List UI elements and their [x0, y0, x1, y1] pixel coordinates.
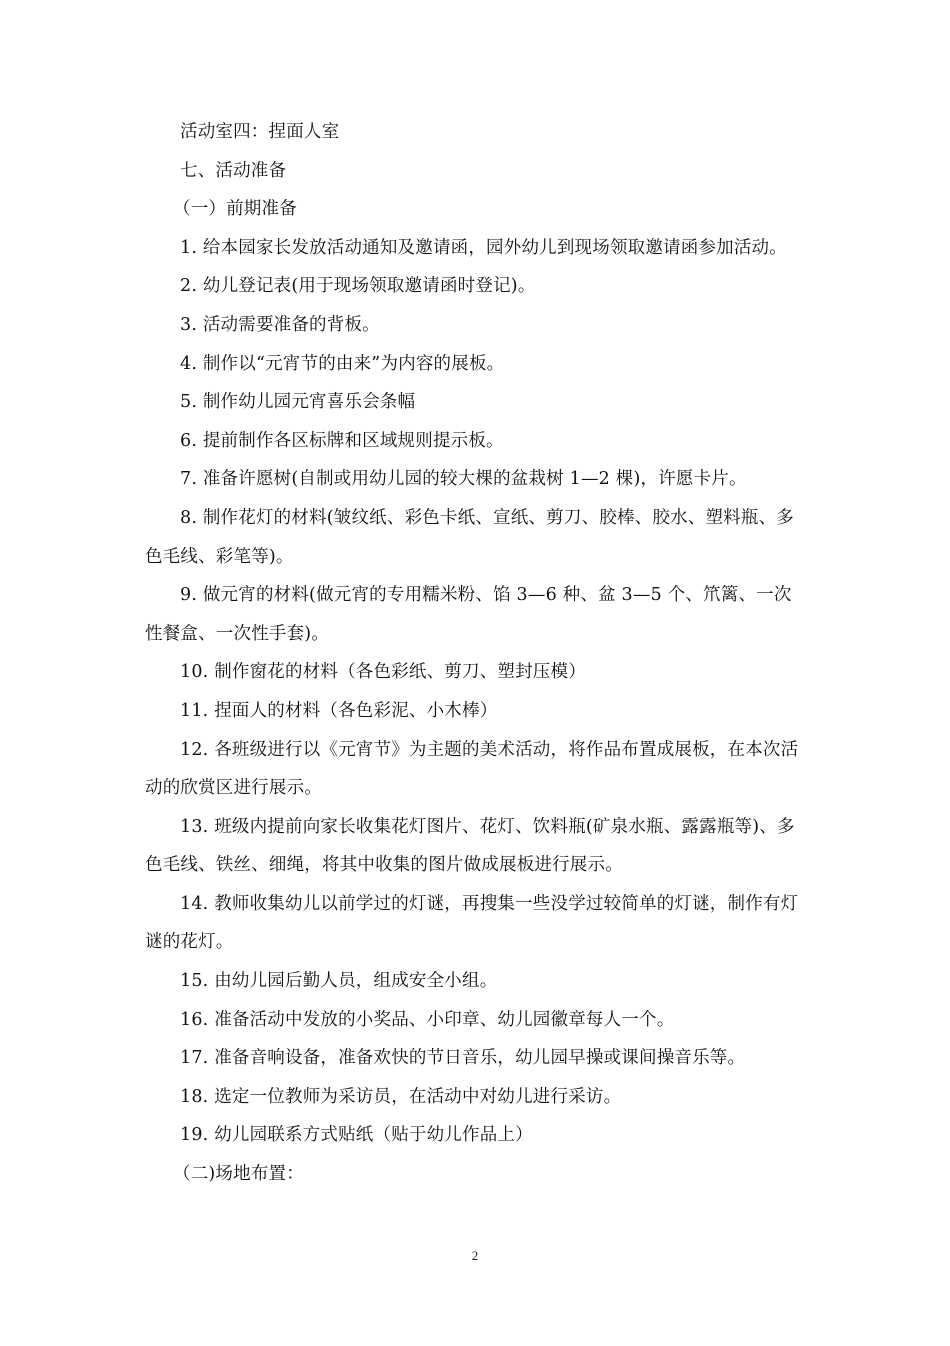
list-item-8: 8. 制作花灯的材料(皱纹纸、彩色卡纸、宣纸、剪刀、胶棒、胶水、塑料瓶、多色毛线、彩笔等)。	[145, 507, 794, 567]
document-body	[145, 113, 805, 1194]
list-item-9: 9. 做元宵的材料(做元宵的专用糯米粉、馅 3—6 种、盆 3—5 个、笊篱、一次性餐盒、一次性手套)。	[145, 585, 792, 644]
list-item-16: 16. 准备活动中发放的小奖品、小印章、幼儿园徽章每人一个。	[180, 1009, 675, 1030]
list-item-19: 19. 幼儿园联系方式贴纸（贴于幼儿作品上）	[180, 1125, 533, 1146]
list-item-1: 1. 给本园家长发放活动通知及邀请函，园外幼儿到现场领取邀请函参加活动。	[180, 237, 787, 258]
subsection-heading-early-prep: （一）前期准备	[173, 199, 297, 220]
list-item-13: 13. 班级内提前向家长收集花灯图片、花灯、饮料瓶(矿泉水瓶、露露瓶等)、多色毛线、铁丝、细绳，将其中收集的图片做成展板进行展示。	[145, 816, 795, 876]
paragraph-activity-room-4: 活动室四：捏面人室	[180, 122, 340, 142]
list-item-15: 15. 由幼儿园后勤人员，组成安全小组。	[180, 971, 498, 992]
list-item-3: 3. 活动需要准备的背板。	[180, 314, 380, 335]
list-item-11: 11. 捏面人的材料（各色彩泥、小木棒）	[180, 700, 498, 721]
list-item-5: 5. 制作幼儿园元宵喜乐会条幅	[180, 392, 416, 413]
list-item-18: 18. 选定一位教师为采访员，在活动中对幼儿进行采访。	[180, 1086, 622, 1107]
list-item-10: 10. 制作窗花的材料（各色彩纸、剪刀、塑封压模）	[180, 662, 586, 683]
list-item-4: 4. 制作以“元宵节的由来”为内容的展板。	[180, 353, 505, 374]
list-item-7: 7. 准备许愿树(自制或用幼儿园的较大棵的盆栽树 1—2 棵)，许愿卡片。	[180, 469, 747, 490]
page-number: 2	[471, 1248, 479, 1263]
list-item-6: 6. 提前制作各区标牌和区域规则提示板。	[180, 430, 504, 451]
list-item-2: 2. 幼儿登记表(用于现场领取邀请函时登记)。	[180, 276, 536, 297]
list-item-12: 12. 各班级进行以《元宵节》为主题的美术活动，将作品布置成展板，在本次活动的欣赏区进行展示。	[145, 739, 799, 799]
subsection-heading-venue-setup: （二)场地布置：	[173, 1164, 304, 1185]
section-heading-activity-prep: 七、活动准备	[180, 160, 287, 181]
list-item-17: 17. 准备音响设备，准备欢快的节日音乐，幼儿园早操或课间操音乐等。	[180, 1048, 746, 1069]
list-item-14: 14. 教师收集幼儿以前学过的灯谜，再搜集一些没学过较简单的灯谜，制作有灯谜的花灯。	[145, 893, 799, 953]
